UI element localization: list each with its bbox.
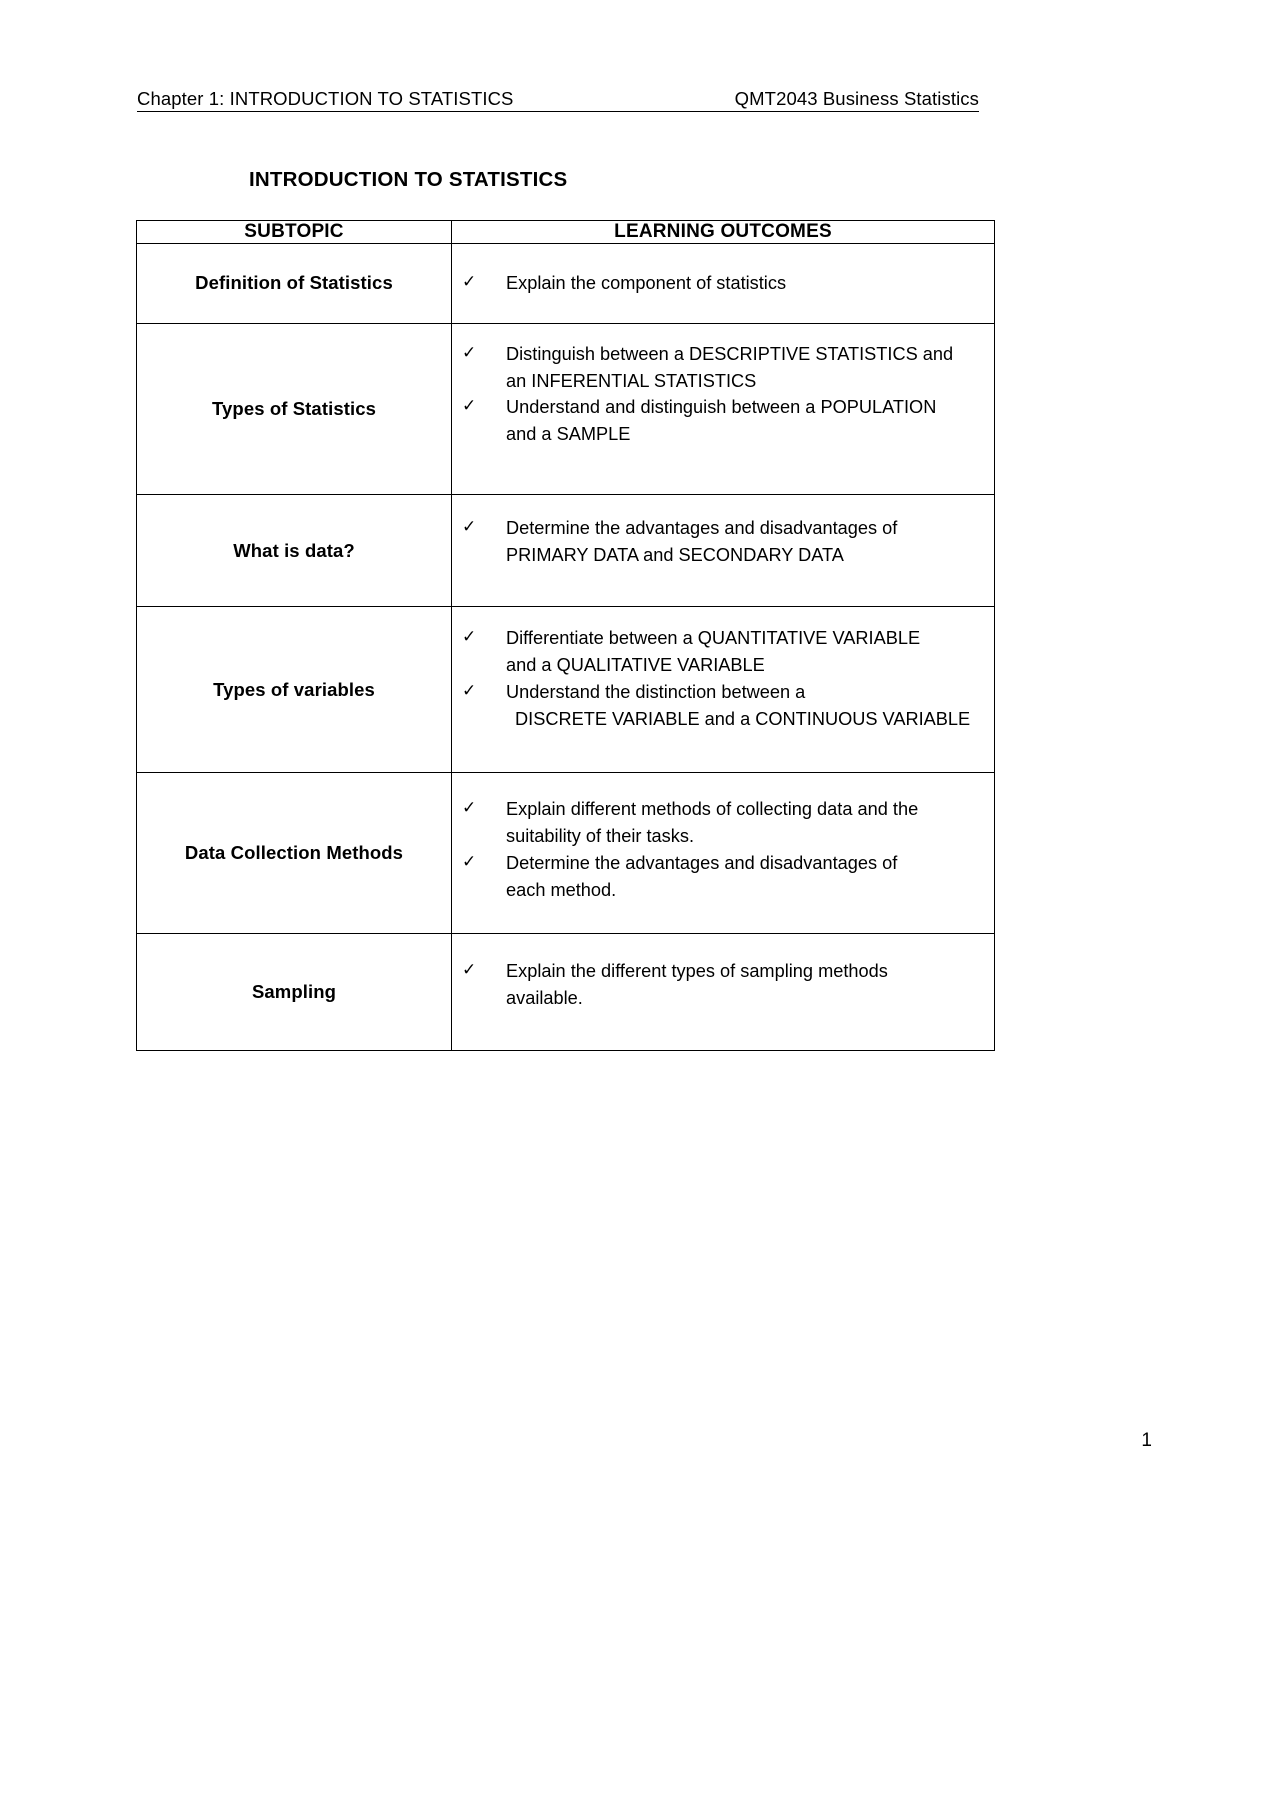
outcome-list bbox=[452, 796, 994, 903]
outcome-item bbox=[452, 796, 994, 850]
outcome-list bbox=[452, 958, 994, 1012]
outcome-item bbox=[452, 958, 994, 1012]
outcome-item bbox=[452, 270, 994, 297]
running-header bbox=[137, 88, 979, 112]
table-row bbox=[137, 323, 995, 494]
checkmark-icon: ✓ bbox=[462, 272, 477, 291]
checkmark-icon: ✓ bbox=[462, 680, 477, 700]
outcome-line bbox=[506, 706, 994, 733]
outcome-line: PRIMARY DATA and SECONDARY DATA bbox=[506, 544, 844, 565]
header-course-title: QMT2043 Business Statistics bbox=[734, 88, 979, 109]
learning-outcomes-table bbox=[136, 220, 995, 1051]
outcome-line: Differentiate between a QUANTITATIVE VARIABLE bbox=[506, 628, 921, 649]
header-chapter-title: Chapter 1: INTRODUCTION TO STATISTICS bbox=[137, 88, 514, 109]
checkmark-icon: ✓ bbox=[462, 516, 477, 536]
outcome-line: Explain different methods of collecting data and the bbox=[506, 799, 919, 820]
outcome-item bbox=[452, 515, 994, 569]
outcomes-cell bbox=[452, 773, 995, 934]
outcome-line: Understand and distinguish between a POPULATION bbox=[506, 397, 937, 418]
outcome-list bbox=[452, 515, 994, 569]
column-header-subtopic: SUBTOPIC bbox=[137, 221, 452, 244]
checkmark-icon: ✓ bbox=[462, 627, 477, 647]
table-row bbox=[137, 607, 995, 773]
checkmark-icon: ✓ bbox=[462, 851, 477, 871]
outcomes-cell bbox=[452, 494, 995, 607]
outcome-item bbox=[452, 625, 994, 679]
table-header-row bbox=[137, 221, 995, 244]
outcome-list bbox=[452, 270, 994, 297]
outcome-line: available. bbox=[506, 988, 583, 1008]
table-row bbox=[137, 494, 995, 607]
outcome-line: Understand the distinction between a bbox=[506, 681, 806, 702]
checkmark-icon: ✓ bbox=[462, 798, 477, 818]
column-header-outcomes: LEARNING OUTCOMES bbox=[452, 221, 995, 244]
outcome-line: Explain the different types of sampling methods bbox=[506, 961, 888, 982]
outcome-line: Explain the component of statistics bbox=[506, 273, 787, 293]
outcome-line: and a QUALITATIVE VARIABLE bbox=[506, 655, 765, 675]
table-row bbox=[137, 934, 995, 1051]
subtopic-cell: What is data? bbox=[137, 494, 452, 607]
subtopic-cell: Types of Statistics bbox=[137, 323, 452, 494]
outcome-line: Determine the advantages and disadvantages of bbox=[506, 852, 898, 873]
outcome-line: suitability of their tasks. bbox=[506, 826, 695, 846]
outcome-item bbox=[452, 679, 994, 733]
outcome-line: and a SAMPLE bbox=[506, 424, 631, 444]
page-number: 1 bbox=[1141, 1430, 1152, 1451]
outcome-item bbox=[452, 850, 994, 904]
page-title: INTRODUCTION TO STATISTICS bbox=[249, 168, 568, 191]
table-row bbox=[137, 773, 995, 934]
checkmark-icon: ✓ bbox=[462, 396, 477, 416]
outcome-item bbox=[452, 394, 994, 448]
checkmark-icon: ✓ bbox=[462, 342, 477, 362]
outcomes-cell bbox=[452, 934, 995, 1051]
outcomes-cell bbox=[452, 607, 995, 773]
subtopic-cell: Data Collection Methods bbox=[137, 773, 452, 934]
outcome-item bbox=[452, 341, 994, 395]
outcome-list bbox=[452, 625, 994, 732]
outcome-line: Determine the advantages and disadvantages of bbox=[506, 517, 898, 538]
outcome-list bbox=[452, 341, 994, 448]
outcome-line: each method. bbox=[506, 879, 617, 900]
checkmark-icon: ✓ bbox=[462, 960, 477, 980]
outcomes-cell bbox=[452, 323, 995, 494]
subtopic-cell: Definition of Statistics bbox=[137, 244, 452, 324]
subtopic-cell: Types of variables bbox=[137, 607, 452, 773]
outcomes-cell bbox=[452, 244, 995, 324]
table-row bbox=[137, 244, 995, 324]
table-body bbox=[137, 244, 995, 1051]
outcome-line: an INFERENTIAL STATISTICS bbox=[506, 370, 757, 391]
subtopic-cell: Sampling bbox=[137, 934, 452, 1051]
outcome-line: Distinguish between a DESCRIPTIVE STATISTICS and bbox=[506, 343, 954, 364]
outcome-line-indented: DISCRETE VARIABLE and a CONTINUOUS VARIABLE bbox=[515, 708, 971, 729]
